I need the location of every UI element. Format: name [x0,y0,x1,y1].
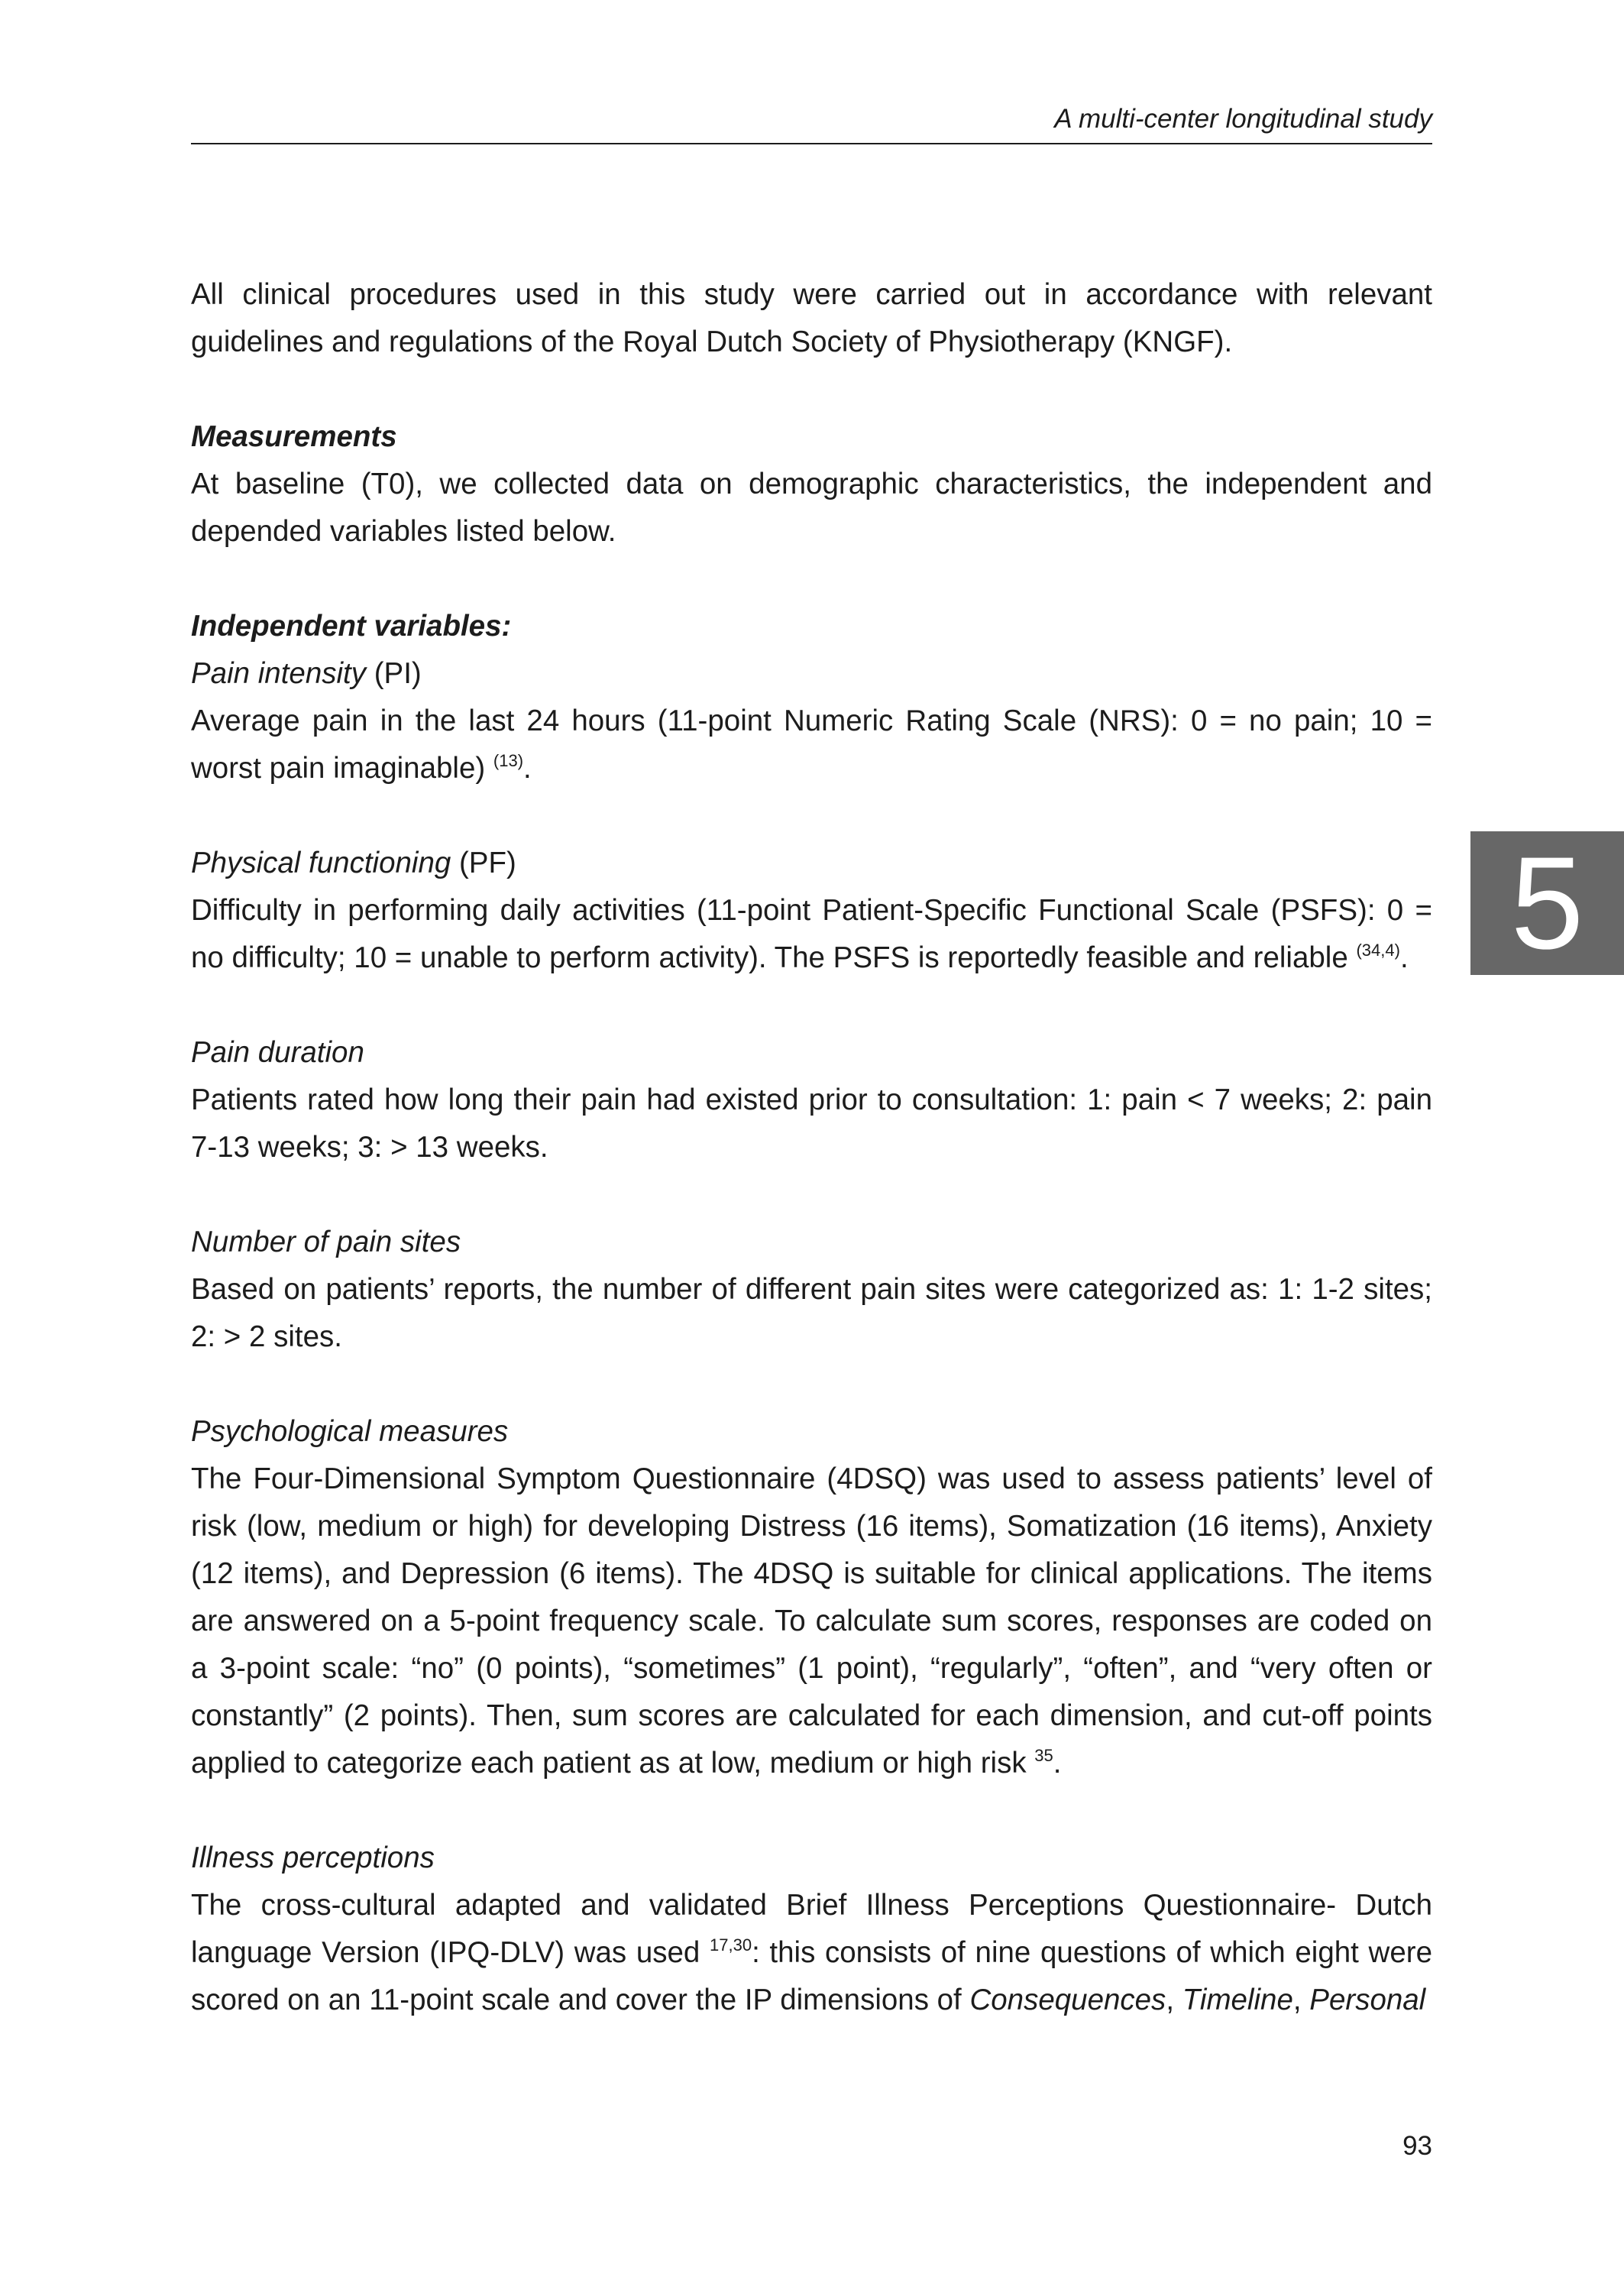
independent-variables-heading: Independent variables: [191,610,512,643]
physical-functioning-reference: (34,4) [1356,941,1400,960]
pain-intensity-abbr: (PI) [366,657,422,690]
measurements-heading: Measurements [191,420,397,453]
measurements-paragraph: At baseline (T0), we collected data on demographic characteristics, the independent and depended variables listed below. [191,468,1432,548]
physical-functioning-abbr: (PF) [451,847,516,879]
pain-duration-subheading: Pain duration [191,1036,364,1069]
illness-reference: 17,30 [710,1935,752,1955]
psychological-subheading: Psychological measures [191,1415,509,1448]
ip-separator-2: , [1292,1984,1310,2016]
page-number: 93 [1402,2131,1432,2161]
pain-intensity-title: Pain intensity [191,657,366,690]
ip-term-personal: Personal [1309,1984,1426,2016]
illness-text-b: : this consists of nine questions of which eight were scored on an 11-point scale and cover the IP dimensions of [191,1936,1432,2016]
chapter-tab: 5 [1470,831,1624,975]
physical-functioning-end: . [1399,941,1409,974]
psychological-reference: 35 [1034,1746,1053,1765]
running-header: A multi-center longitudinal study [1054,104,1432,134]
physical-functioning-subheading [191,840,1432,887]
illness-paragraph [191,1882,1432,2024]
header-rule [191,143,1432,144]
pain-intensity-end: . [523,752,532,785]
illness-text-a: The cross-cultural adapted and validated Brief Illness Perceptions Questionnaire- Dutch language Version (IPQ-DLV) was used [191,1889,1432,1969]
pain-intensity-reference: (13) [493,751,524,770]
physical-functioning-paragraph [191,887,1432,982]
psychological-end: . [1053,1747,1062,1780]
pain-duration-paragraph: Patients rated how long their pain had existed prior to consultation: 1: pain < 7 weeks; 2: pain 7-13 weeks; 3: > 13 weeks. [191,1083,1432,1164]
ip-separator-1: , [1166,1984,1182,2016]
pain-sites-subheading: Number of pain sites [191,1226,461,1258]
intro-paragraph: All clinical procedures used in this study were carried out in accordance with relevant guidelines and regulations of the Royal Dutch Society of Physiotherapy (KNGF). [191,278,1432,358]
pain-intensity-text: Average pain in the last 24 hours (11-point Numeric Rating Scale (NRS): 0 = no pain; 10 = worst pain imaginable) [191,704,1432,785]
illness-subheading: Illness perceptions [191,1841,435,1874]
pain-intensity-subheading [191,650,1432,698]
psychological-paragraph [191,1456,1432,1787]
physical-functioning-title: Physical functioning [191,847,451,879]
ip-term-consequences: Consequences [969,1984,1166,2016]
physical-functioning-text: Difficulty in performing daily activities (11-point Patient-Specific Functional Scale (PSFS): 0 = no difficulty; 10 = unable to perform activity). The PSFS is reportedly feasible and reliable [191,894,1432,974]
page-body [191,271,1432,2024]
pain-intensity-paragraph [191,698,1432,792]
pain-sites-paragraph: Based on patients’ reports, the number of different pain sites were categorized as: 1: 1-2 sites; 2: > 2 sites. [191,1273,1432,1353]
psychological-text: The Four-Dimensional Symptom Questionnaire (4DSQ) was used to assess patients’ level of risk (low, medium or high) for developing Distress (16 items), Somatization (16 items), Anxiety (12 items), and Depression (6 items). The 4DSQ is suitable for clinical applications. The items are answered on a 5-point frequency scale. To calculate sum scores, responses are coded on a 3-point scale: “no” (0 points), “sometimes” (1 point), “regularly”, “often”, and “very often or constantly” (2 points). Then, sum scores are calculated for each dimension, and cut-off points applied to categorize each patient as at low, medium or high risk [191,1462,1432,1780]
ip-term-timeline: Timeline [1182,1984,1293,2016]
